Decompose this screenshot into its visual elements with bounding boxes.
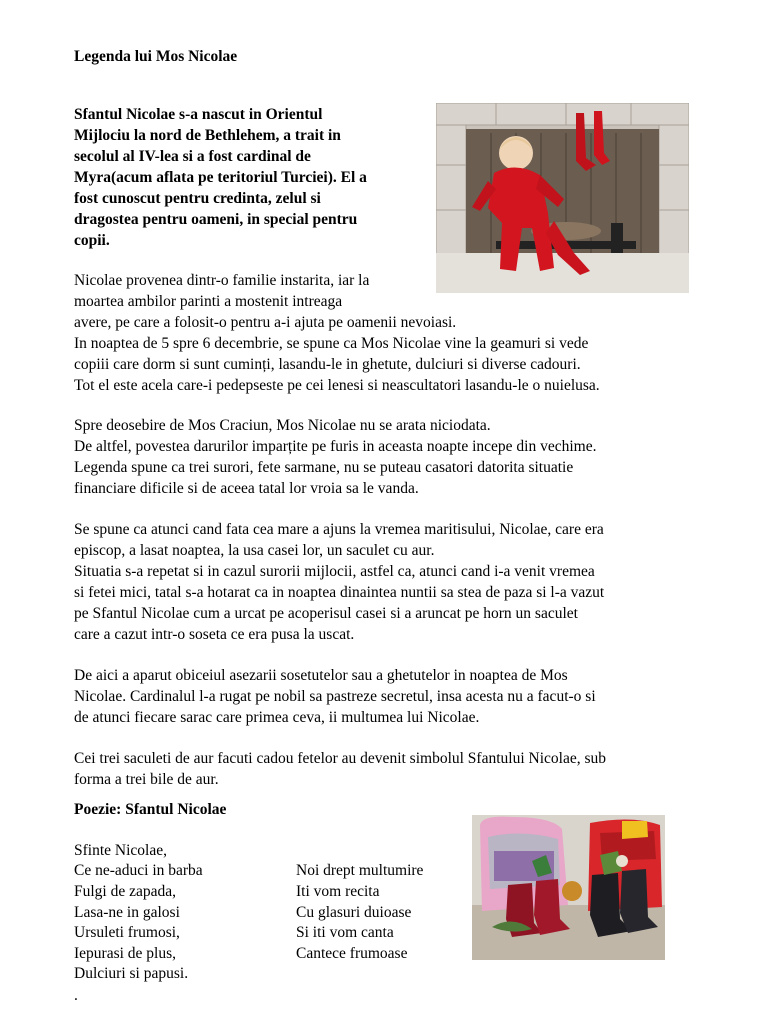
- boots-photo: [472, 815, 665, 960]
- document-title: Legenda lui Mos Nicolae: [74, 48, 238, 65]
- intro-line: dragostea pentru oameni, in special pentru: [74, 211, 358, 228]
- paragraph-line: moartea ambilor parinti a mostenit intreaga: [74, 293, 343, 310]
- poem-line: Noi drept multumire: [296, 862, 424, 879]
- paragraph-line: Legenda spune ca trei surori, fete sarmane, nu se puteau casatori datorita situatie: [74, 459, 574, 476]
- poem-line: Ce ne-aduci in barba: [74, 862, 203, 879]
- poem-line: Iti vom recita: [296, 883, 380, 900]
- poem-line: Si iti vom canta: [296, 924, 394, 941]
- poem-line: Cu glasuri duioase: [296, 904, 412, 921]
- intro-line: copii.: [74, 232, 110, 249]
- paragraph-line: forma a trei bile de aur.: [74, 771, 219, 788]
- poem-line: Cantece frumoase: [296, 945, 408, 962]
- paragraph-line: Situatia s-a repetat si in cazul surorii mijlocii, astfel ca, atunci cand i-a venit vremea: [74, 563, 595, 580]
- paragraph-line: De altfel, povestea darurilor imparțite pe furis in aceasta noapte incepe din vechime.: [74, 438, 597, 455]
- intro-line: Sfantul Nicolae s-a nascut in Orientul: [74, 106, 323, 123]
- poem-line: Dulciuri si papusi.: [74, 965, 189, 982]
- paragraph-line: de atunci fiecare sarac care primea ceva, ii multumea lui Nicolae.: [74, 709, 480, 726]
- poem-title: Poezie: Sfantul Nicolae: [74, 801, 227, 818]
- paragraph-line: Se spune ca atunci cand fata cea mare a ajuns la vremea maritisului, Nicolae, care era: [74, 521, 604, 538]
- poem-line: Iepurasi de plus,: [74, 945, 177, 962]
- paragraph-line: si fetei mici, tatal s-a hotarat ca in noaptea dinaintea nuntii sa stea de paza si l-a vazut: [74, 584, 605, 601]
- poem-line: Lasa-ne in galosi: [74, 904, 180, 921]
- poem-line: .: [74, 987, 78, 1004]
- paragraph-line: Tot el este acela care-i pedepseste pe cei lenesi si neascultatori lasandu-le o nuielusa.: [74, 377, 600, 394]
- paragraph-line: Spre deosebire de Mos Craciun, Mos Nicolae nu se arata niciodata.: [74, 417, 491, 434]
- intro-line: secolul al IV-lea si a fost cardinal de: [74, 148, 311, 165]
- paragraph-line: Nicolae. Cardinalul l-a rugat pe nobil sa pastreze secretul, insa acesta nu a facut-o si: [74, 688, 596, 705]
- paragraph-line: financiare dificile si de aceea tatal lor vroia sa le vanda.: [74, 480, 419, 497]
- poem-line: Sfinte Nicolae,: [74, 842, 167, 859]
- paragraph-line: episcop, a lasat noaptea, la usa casei lor, un saculet cu aur.: [74, 542, 435, 559]
- paragraph-line: copiii care dorm si sunt cuminți, lasandu-le in ghetute, dulciuri si diverse cadouri.: [74, 356, 581, 373]
- paragraph-line: De aici a aparut obiceiul asezarii sosetutelor sau a ghetutelor in noaptea de Mos: [74, 667, 568, 684]
- poem-line: Fulgi de zapada,: [74, 883, 177, 900]
- paragraph-line: care a cazut intr-o soseta ce era pusa la uscat.: [74, 626, 355, 643]
- paragraph-line: Nicolae provenea dintr-o familie instarita, iar la: [74, 272, 370, 289]
- intro-line: fost cunoscut pentru credinta, zelul si: [74, 190, 321, 207]
- fireplace-photo: [436, 103, 689, 293]
- paragraph-line: In noaptea de 5 spre 6 decembrie, se spune ca Mos Nicolae vine la geamuri si vede: [74, 335, 589, 352]
- paragraph-line: Cei trei saculeti de aur facuti cadou fetelor au devenit simbolul Sfantului Nicolae, sub: [74, 750, 606, 767]
- paragraph-line: avere, pe care a folosit-o pentru a-i ajuta pe oamenii nevoiasi.: [74, 314, 457, 331]
- intro-line: Mijlociu la nord de Bethlehem, a trait in: [74, 127, 341, 144]
- paragraph-line: pe Sfantul Nicolae cum a urcat pe acoperisul casei si a aruncat pe horn un saculet: [74, 605, 578, 622]
- intro-line: Myra(acum aflata pe teritoriul Turciei). El a: [74, 169, 367, 186]
- poem-line: Ursuleti frumosi,: [74, 924, 180, 941]
